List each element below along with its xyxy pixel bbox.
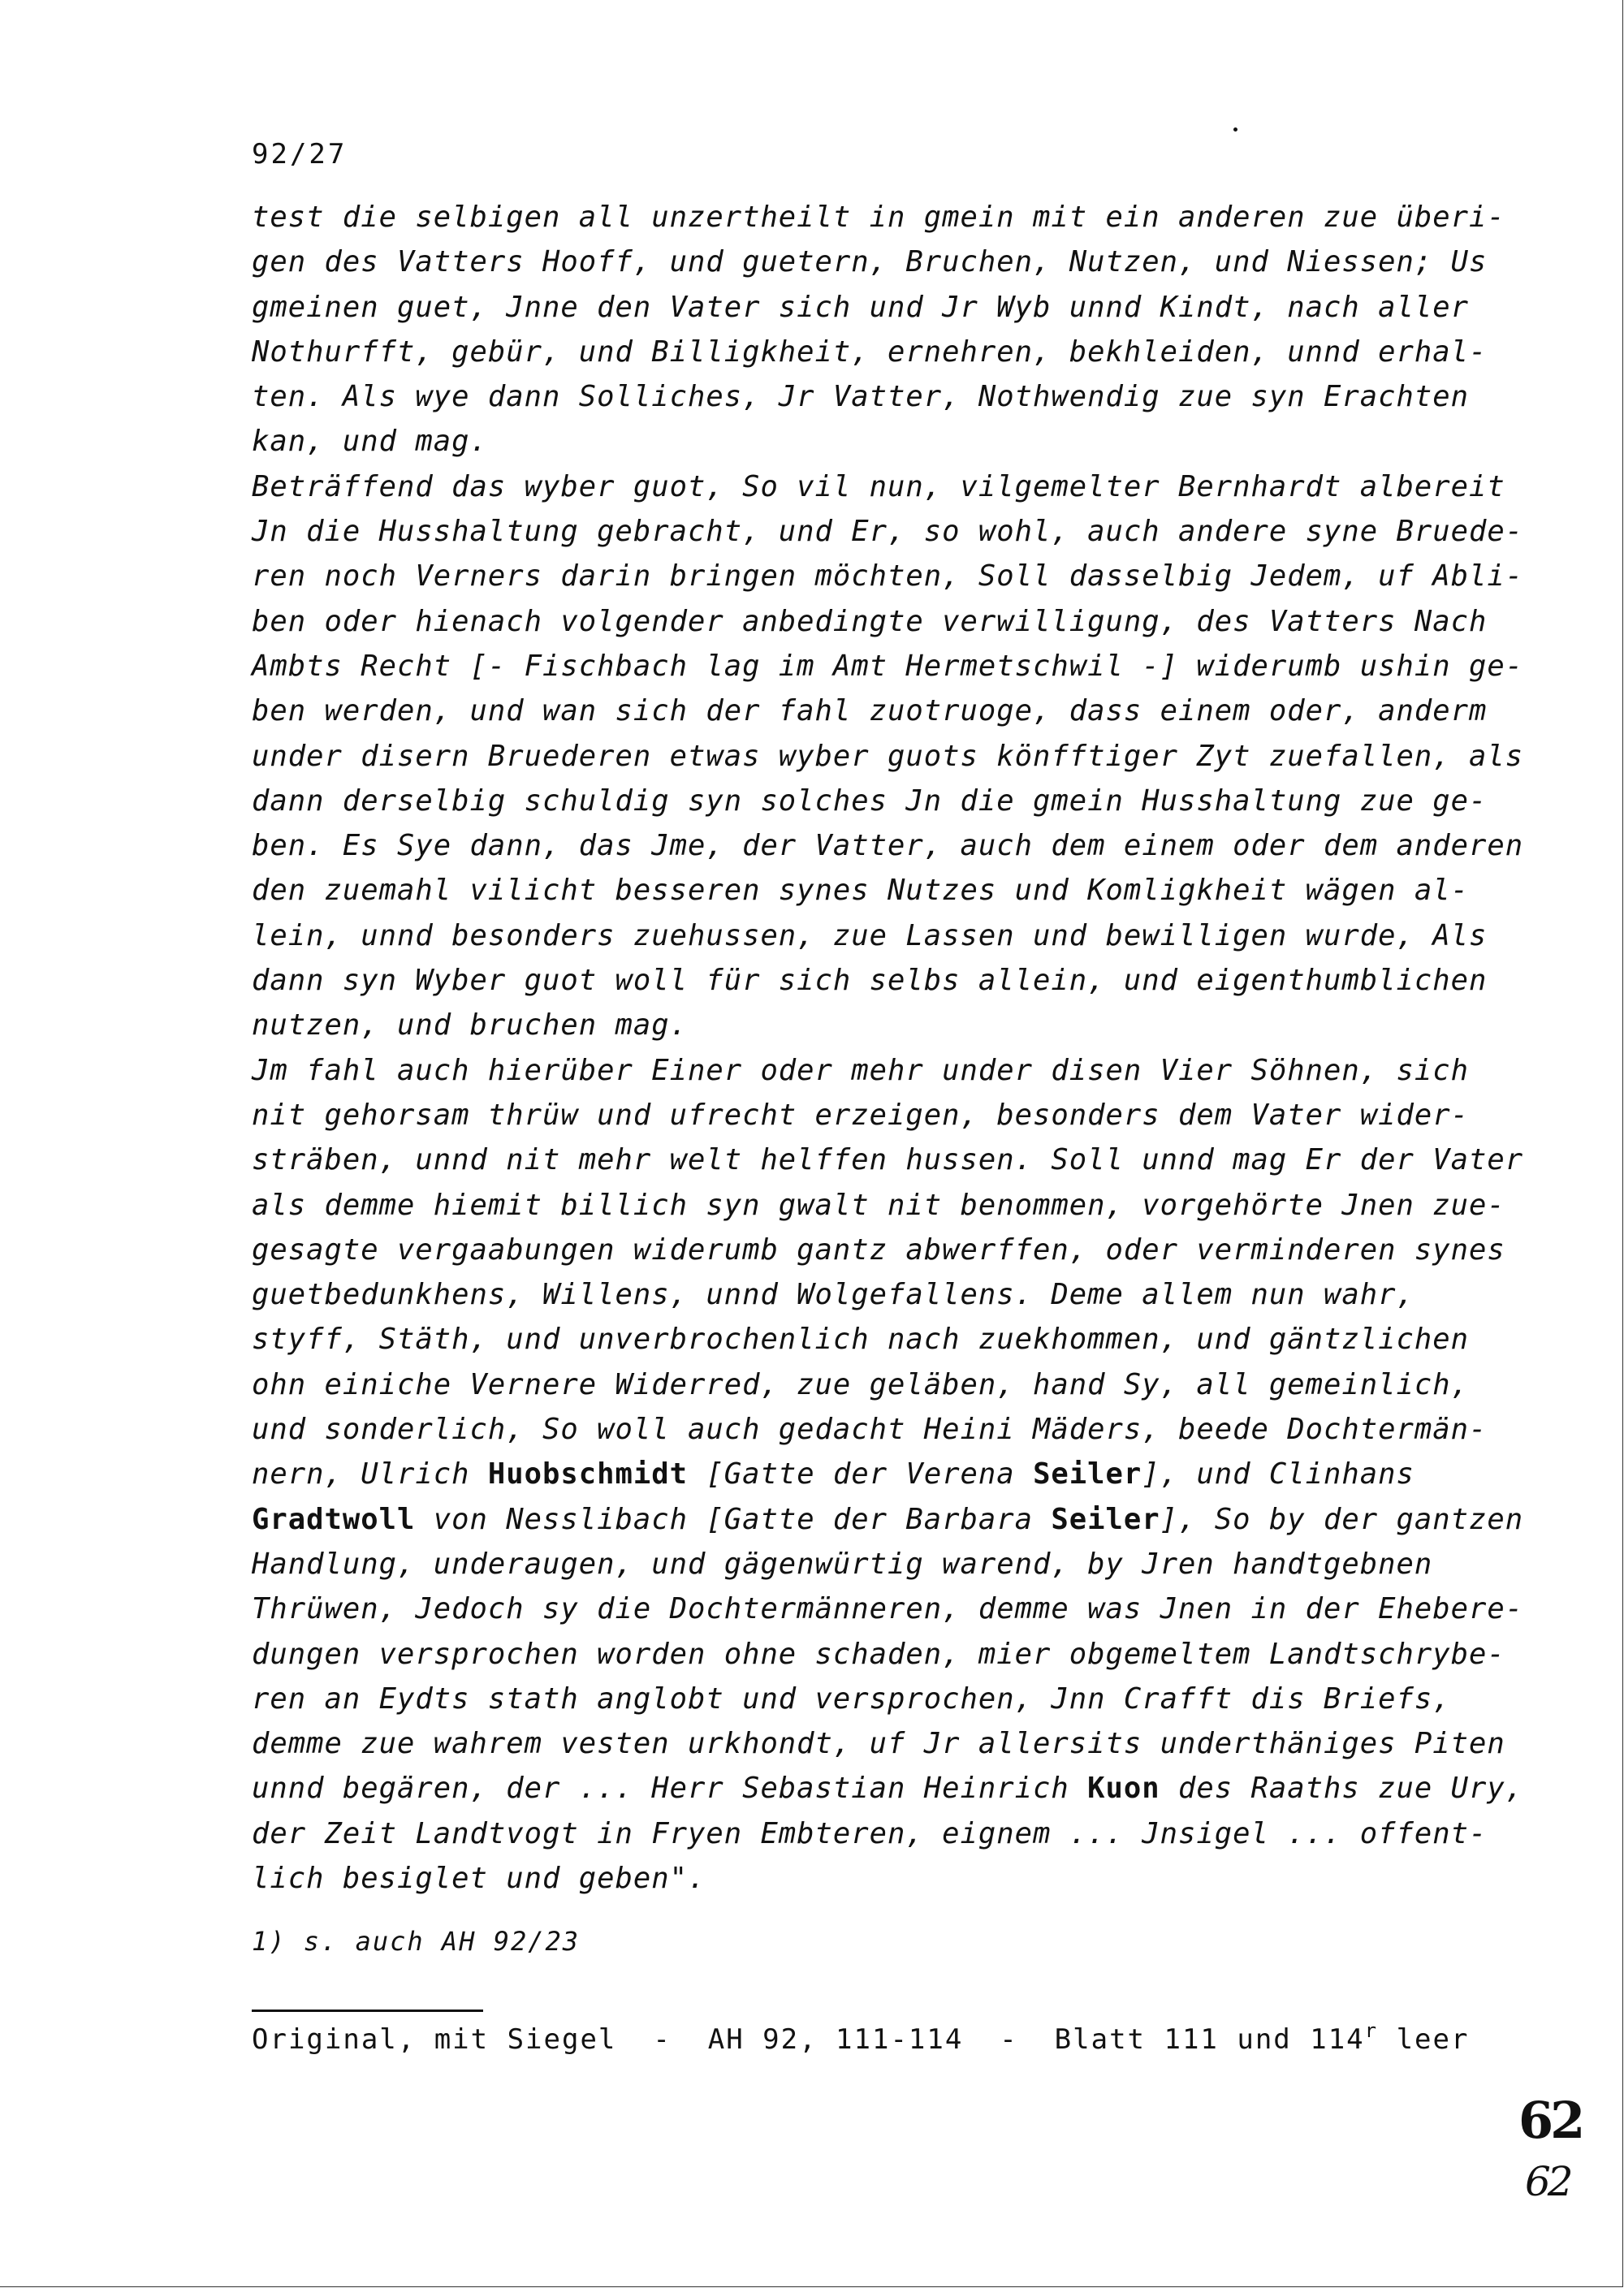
text-line (252, 1856, 1535, 1901)
source-text: Original, mit Siegel - AH 92, 111-114 - Blatt 111 und 114 (252, 2023, 1365, 2056)
text-segment: Nothurfft, gebür, und Billigkheit, ernehren, bekhleiden, unnd erhal- (252, 335, 1488, 369)
text-line (252, 240, 1535, 284)
text-segment: Jn die Husshaltung gebracht, und Er, so wohl, auch andere syne Bruede- (252, 515, 1524, 549)
source-note (252, 2019, 1470, 2056)
footnote: 1) s. auch AH 92/23 (252, 1926, 581, 1957)
text-line (252, 913, 1535, 958)
text-line (252, 1407, 1535, 1452)
bold-name: Huobschmidt (487, 1457, 688, 1492)
text-segment: ohn einiche Vernere Widerred, zue geläben, hand Sy, all gemeinlich, (252, 1367, 1469, 1401)
text-segment: und sonderlich, So woll auch gedacht Heini Mäders, beede Dochtermän- (252, 1413, 1488, 1447)
source-superscript: r (1364, 2019, 1379, 2042)
text-segment: ten. Als wye dann Solliches, Jr Vatter, Nothwendig zue syn Erachten (252, 380, 1469, 414)
text-segment: under disern Bruederen etwas wyber guots könfftiger Zyt zuefallen, als (252, 739, 1524, 773)
text-segment: nern, Ulrich (252, 1457, 488, 1492)
text-line (252, 734, 1535, 779)
text-line (252, 779, 1535, 823)
text-segment: ben oder hienach volgender anbedingte verwilligung, des Vatters Nach (252, 604, 1488, 638)
bold-name: Kuon (1087, 1772, 1160, 1806)
text-segment: Handlung, underaugen, und gägenwürtig warend, by Jren handtgebnen (252, 1547, 1433, 1581)
bold-name: Gradtwoll (252, 1502, 416, 1536)
text-line (252, 195, 1535, 240)
text-line (252, 1452, 1535, 1496)
text-line (252, 1228, 1535, 1272)
text-segment: gmeinen guet, Jnne den Vater sich und Jr Wyb unnd Kindt, nach aller (252, 290, 1469, 324)
text-line (252, 285, 1535, 330)
text-segment: ben werden, und wan sich der fahl zuotruoge, dass einem oder, anderm (252, 694, 1488, 728)
text-segment: test die selbigen all unzertheilt in gmein mit ein anderen zue überi- (252, 201, 1505, 234)
text-segment: Beträffend das wyber guot, So vil nun, vilgemelter Bernhardt albereit (252, 469, 1505, 503)
handwritten-page-number-2: 62 (1525, 2158, 1570, 2205)
text-line (252, 1003, 1535, 1047)
document-body (252, 195, 1535, 1901)
text-line (252, 1586, 1535, 1631)
text-segment: lein, unnd besonders zuehussen, zue Lassen und bewilligen wurde, Als (252, 918, 1488, 952)
text-line (252, 464, 1535, 509)
text-line (252, 1632, 1535, 1677)
text-line (252, 374, 1535, 419)
text-line (252, 1183, 1535, 1228)
text-line (252, 1497, 1535, 1542)
text-line (252, 599, 1535, 644)
text-line (252, 1272, 1535, 1317)
bold-name: Seiler (1051, 1502, 1160, 1536)
source-tail: leer (1378, 2023, 1470, 2056)
text-line (252, 1362, 1535, 1407)
text-line (252, 509, 1535, 554)
text-segment: [Gatte der Verena (687, 1457, 1034, 1492)
text-line (252, 554, 1535, 598)
text-segment: ren an Eydts stath anglobt und versprochen, Jnn Crafft dis Briefs, (252, 1681, 1451, 1716)
speck-mark (1233, 127, 1237, 132)
text-segment: ren noch Verners darin bringen möchten, Soll dasselbig Jedem, uf Abli- (252, 559, 1524, 594)
text-line (252, 644, 1535, 689)
text-segment: kan, und mag. (252, 425, 488, 459)
text-segment: lich besiglet und geben". (252, 1861, 706, 1895)
text-line (252, 1766, 1535, 1811)
text-segment: ], So by der gantzen (1160, 1502, 1524, 1536)
text-line (252, 330, 1535, 374)
handwritten-page-number: 62 (1518, 2091, 1583, 2150)
text-segment: guetbedunkhens, Willens, unnd Wolgefallens. Deme allem nun wahr, (252, 1278, 1415, 1312)
text-line (252, 823, 1535, 868)
text-segment: dungen versprochen worden ohne schaden, mier obgemeltem Landtschrybe- (252, 1637, 1505, 1671)
text-segment: gen des Vatters Hooff, und guetern, Bruchen, Nutzen, und Niessen; Us (252, 245, 1488, 279)
text-segment: nutzen, und bruchen mag. (252, 1008, 688, 1043)
text-segment: dann derselbig schuldig syn solches Jn die gmein Husshaltung zue ge- (252, 784, 1488, 818)
text-segment: ben. Es Sye dann, das Jme, der Vatter, auch dem einem oder dem anderen (252, 829, 1524, 863)
text-segment: als demme hiemit billich syn gwalt nit benommen, vorgehörte Jnen zue- (252, 1188, 1505, 1222)
text-line (252, 1048, 1535, 1093)
text-segment: styff, Stäth, und unverbrochenlich nach zuekhommen, und gäntzlichen (252, 1323, 1469, 1357)
text-segment: des Raaths zue Ury, (1160, 1772, 1524, 1806)
text-segment: ], und Clinhans (1142, 1457, 1415, 1492)
text-segment: den zuemahl vilicht besseren synes Nutzes und Komligkheit wägen al- (252, 874, 1469, 908)
text-line (252, 1542, 1535, 1586)
text-line (252, 958, 1535, 1003)
text-line (252, 1317, 1535, 1362)
text-segment: von Nesslibach [Gatte der Barbara (415, 1502, 1052, 1536)
text-segment: dann syn Wyber guot woll für sich selbs allein, und eigenthumblichen (252, 964, 1488, 998)
text-segment: gesagte vergaabungen widerumb gantz abwerffen, oder verminderen synes (252, 1232, 1505, 1267)
text-line (252, 1677, 1535, 1721)
text-line (252, 868, 1535, 913)
text-segment: Ambts Recht [- Fischbach lag im Amt Hermetschwil -] widerumb ushin ge- (252, 649, 1524, 683)
text-segment: unnd begären, der ... Herr Sebastian Heinrich (252, 1772, 1088, 1806)
text-line (252, 1093, 1535, 1138)
text-line (252, 419, 1535, 464)
page-number: 92/27 (252, 138, 348, 171)
text-segment: der Zeit Landtvogt in Fryen Embteren, eignem ... Jnsigel ... offent- (252, 1816, 1488, 1850)
text-segment: Thrüwen, Jedoch sy die Dochtermänneren, demme was Jnen in der Eheberе- (252, 1592, 1524, 1626)
text-line (252, 689, 1535, 733)
text-line (252, 1721, 1535, 1766)
text-line (252, 1811, 1535, 1856)
bold-name: Seiler (1033, 1457, 1142, 1492)
text-segment: Jm fahl auch hierüber Einer oder mehr under disen Vier Söhnen, sich (252, 1053, 1469, 1087)
text-segment: sträben, unnd nit mehr welt helffen hussen. Soll unnd mag Er der Vater (252, 1143, 1524, 1177)
footnote-separator (252, 2010, 483, 2012)
text-segment: nit gehorsam thrüw und ufrecht erzeigen, besonders dem Vater wider- (252, 1098, 1469, 1132)
text-line (252, 1138, 1535, 1182)
text-segment: demme zue wahrem vesten urkhondt, uf Jr allersits underthäniges Piten (252, 1727, 1505, 1761)
